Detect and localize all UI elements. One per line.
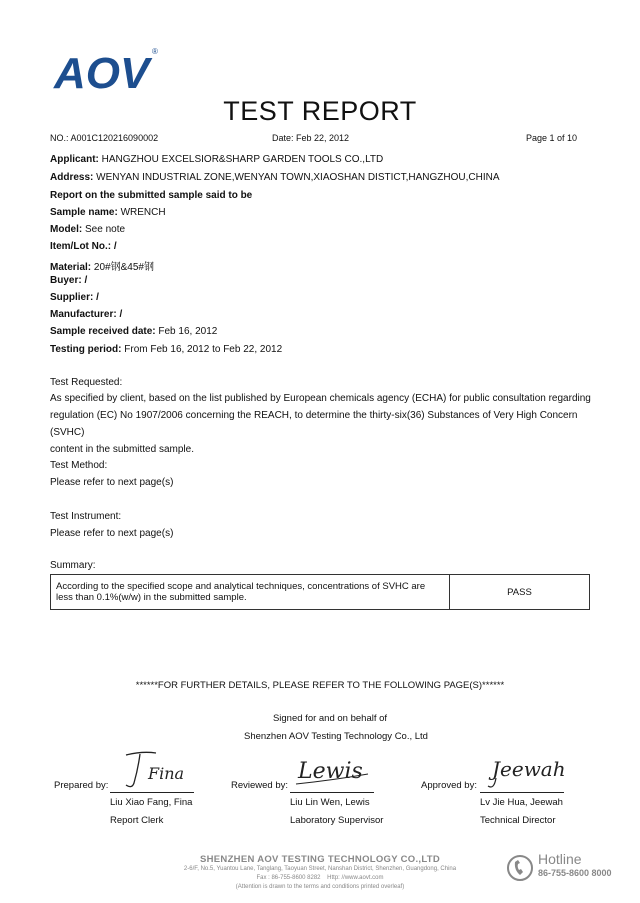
summary-table bbox=[50, 574, 590, 610]
svg-text:Fina: Fina bbox=[148, 764, 185, 783]
hotline-label: Hotline bbox=[538, 851, 582, 867]
approved-signature bbox=[486, 748, 576, 792]
field-model: Model: See note bbox=[50, 224, 126, 235]
aov-logo bbox=[52, 44, 162, 94]
test-instrument-text: Please refer to next page(s) bbox=[50, 528, 174, 539]
signed-on-behalf: Signed for and on behalf of bbox=[272, 713, 388, 724]
footer-address: 2-6/F, No.5, Yuantou Lane, Tanglang, Taoyuan Street, Nanshan District, Shenzhen, Guangdong, China bbox=[183, 866, 457, 872]
test-method-heading: Test Method: bbox=[50, 460, 108, 471]
page-number: Page 1 of 10 bbox=[526, 133, 578, 143]
reviewed-name: Liu Lin Wen, Lewis bbox=[290, 797, 370, 808]
field-manufacturer: Manufacturer: / bbox=[50, 309, 123, 320]
approved-signature-line bbox=[480, 792, 564, 793]
reviewed-by-label: Reviewed by: bbox=[231, 780, 289, 791]
report-date: Date: Feb 22, 2012 bbox=[272, 133, 350, 143]
company-signed: Shenzhen AOV Testing Technology Co., Ltd bbox=[244, 731, 428, 742]
report-number: NO.: A001C120216090002 bbox=[50, 133, 159, 143]
page-title: TEST REPORT bbox=[223, 96, 417, 126]
test-requested-text: As specified by client, based on the list published by European chemicals agency (ECHA) for public consultation regarding regulation (EC) No 1907/2006 concerning the REACH, to determine the thirty-six(36) Substances of Very High Concern (SVHC) content in the submitted sample. bbox=[50, 393, 591, 455]
prepared-name: Liu Xiao Fang, Fina bbox=[110, 797, 193, 808]
test-requested-heading: Test Requested: bbox=[50, 377, 123, 388]
field-sample-name: Sample name: WRENCH bbox=[50, 207, 166, 218]
further-details-note: ******FOR FURTHER DETAILS, PLEASE REFER TO THE FOLLOWING PAGE(S)****** bbox=[135, 680, 505, 691]
phone-icon bbox=[506, 854, 534, 882]
registered-mark: ® bbox=[152, 47, 158, 56]
field-material: Material: 20#钢&45#钢 bbox=[50, 262, 154, 273]
summary-text: According to the specified scope and analytical techniques, concentrations of SVHC are less than 0.1%(w/w) in the submitted sample. bbox=[51, 575, 450, 610]
test-method-text: Please refer to next page(s) bbox=[50, 477, 174, 488]
footer-attention: (Attention is drawn to the terms and conditions printed overleaf) bbox=[235, 884, 405, 890]
svg-text:Lewis: Lewis bbox=[298, 759, 363, 784]
field-sample-received: Sample received date: Feb 16, 2012 bbox=[50, 326, 218, 337]
field-item-lot: Item/Lot No.: / bbox=[50, 241, 117, 252]
summary-result: PASS bbox=[450, 575, 590, 610]
svg-text:Jeewah: Jeewah bbox=[492, 757, 566, 781]
reviewed-signature bbox=[294, 750, 374, 792]
test-instrument-heading: Test Instrument: bbox=[50, 511, 122, 522]
footer-contact: Fax : 86-755-8600 8282 Http: //www.aovt.com bbox=[256, 875, 384, 881]
field-supplier: Supplier: / bbox=[50, 292, 99, 303]
approved-name: Lv Jie Hua, Jeewah bbox=[480, 797, 563, 808]
field-address: Address: WENYAN INDUSTRIAL ZONE,WENYAN TOWN,XIAOSHAN DISTICT,HANGZHOU,CHINA bbox=[50, 172, 500, 183]
prepared-signature bbox=[112, 745, 196, 793]
hotline-number: 86-755-8600 8000 bbox=[538, 868, 612, 878]
prepared-by-label: Prepared by: bbox=[54, 780, 109, 791]
approved-by-label: Approved by: bbox=[421, 780, 477, 791]
footer-company: SHENZHEN AOV TESTING TECHNOLOGY CO.,LTD bbox=[199, 854, 441, 865]
field-buyer: Buyer: / bbox=[50, 275, 88, 286]
logo-text: AOV bbox=[54, 49, 150, 94]
approved-title: Technical Director bbox=[480, 815, 556, 826]
prepared-title: Report Clerk bbox=[110, 815, 164, 826]
field-report-on: Report on the submitted sample said to be bbox=[50, 190, 253, 201]
reviewed-title: Laboratory Supervisor bbox=[290, 815, 384, 826]
summary-heading: Summary: bbox=[50, 560, 96, 571]
reviewed-signature-line bbox=[290, 792, 374, 793]
field-testing-period: Testing period: From Feb 16, 2012 to Feb 22, 2012 bbox=[50, 344, 283, 355]
prepared-signature-line bbox=[110, 792, 194, 793]
field-applicant: Applicant: HANGZHOU EXCELSIOR&SHARP GARDEN TOOLS CO.,LTD bbox=[50, 154, 384, 165]
